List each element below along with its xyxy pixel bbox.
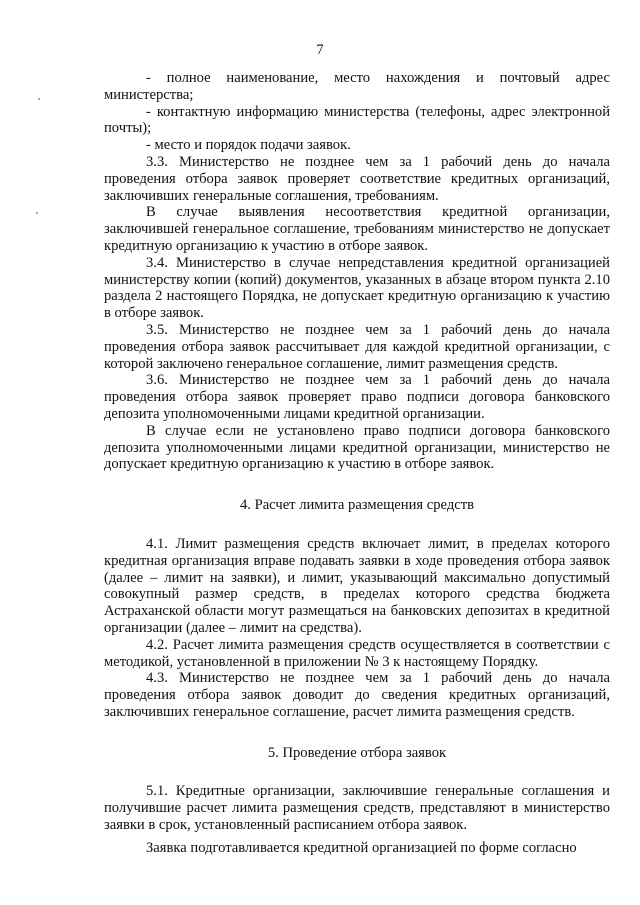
paragraph: В случае если не установлено право подписи договора банковского депозита уполномоченными лицами кредитной организации, министерство не допускает кредитную организацию к участию в отборе заявок. (104, 422, 610, 473)
paragraph: 3.5. Министерство не позднее чем за 1 рабочий день до начала проведения отбора заявок рассчитывает для каждой кредитной организации, с которой заключено генеральное соглашение, лимит размещения средств. (104, 321, 610, 372)
paragraph: 4.1. Лимит размещения средств включает лимит, в пределах которого кредитная организация вправе подавать заявки в ходе проведения отбора заявок (далее – лимит на заявки), и лимит, указывающий максимально допустимый совокупный размер средств, в пределах которого средства бюджета Астраханской области могут размещаться на банковских депозитах в кредитной организации (далее – лимит на средства). (104, 535, 610, 636)
scan-speck (36, 212, 38, 214)
document-body (104, 70, 610, 857)
section-4-heading: 4. Расчет лимита размещения средств (239, 497, 474, 514)
paragraph: 3.4. Министерство в случае непредставления кредитной организацией министерству копии (копий) документов, указанных в абзаце втором пункта 2.10 раздела 2 настоящего Порядка, не допускает кредитную организацию к участию в отборе заявок. (104, 254, 610, 322)
paragraph: 4.2. Расчет лимита размещения средств осуществляется в соответствии с методикой, установленной в приложении № 3 к настоящему Порядку. (104, 636, 610, 670)
paragraph: 3.3. Министерство не позднее чем за 1 рабочий день до начала проведения отбора заявок проверяет соответствие кредитных организаций, заключивших генеральные соглашения, требованиям. (104, 153, 610, 204)
paragraph: В случае выявления несоответствия кредитной организации, заключившей генеральное соглашение, требованиям министерство не допускает кредитную организацию к участию в отборе заявок. (104, 204, 610, 254)
paragraph: 5.1. Кредитные организации, заключившие генеральные соглашения и получившие расчет лимита размещения средств, представляют в министерство заявки в срок, установленный расписанием отбора заявок. (104, 783, 610, 834)
section-5-heading: 5. Проведение отбора заявок (267, 744, 447, 761)
paragraph: - контактную информацию министерства (телефоны, адрес электронной почты); (104, 103, 610, 137)
scan-speck (38, 98, 40, 100)
paragraph: 3.6. Министерство не позднее чем за 1 рабочий день до начала проведения отбора заявок проверяет право подписи договора банковского депозита уполномоченными лицами кредитной организации. (104, 372, 610, 422)
paragraph: 4.3. Министерство не позднее чем за 1 рабочий день до начала проведения отбора заявок доводит до сведения кредитных организаций, заключивших генеральное соглашение, расчет лимита размещения средств. (104, 670, 610, 720)
paragraph: - место и порядок подачи заявок. (146, 137, 351, 154)
paragraph: - полное наименование, место нахождения и почтовый адрес министерства; (104, 70, 610, 103)
page-number: 7 (316, 42, 324, 58)
paragraph: Заявка подготавливается кредитной организацией по форме согласно (146, 839, 577, 856)
